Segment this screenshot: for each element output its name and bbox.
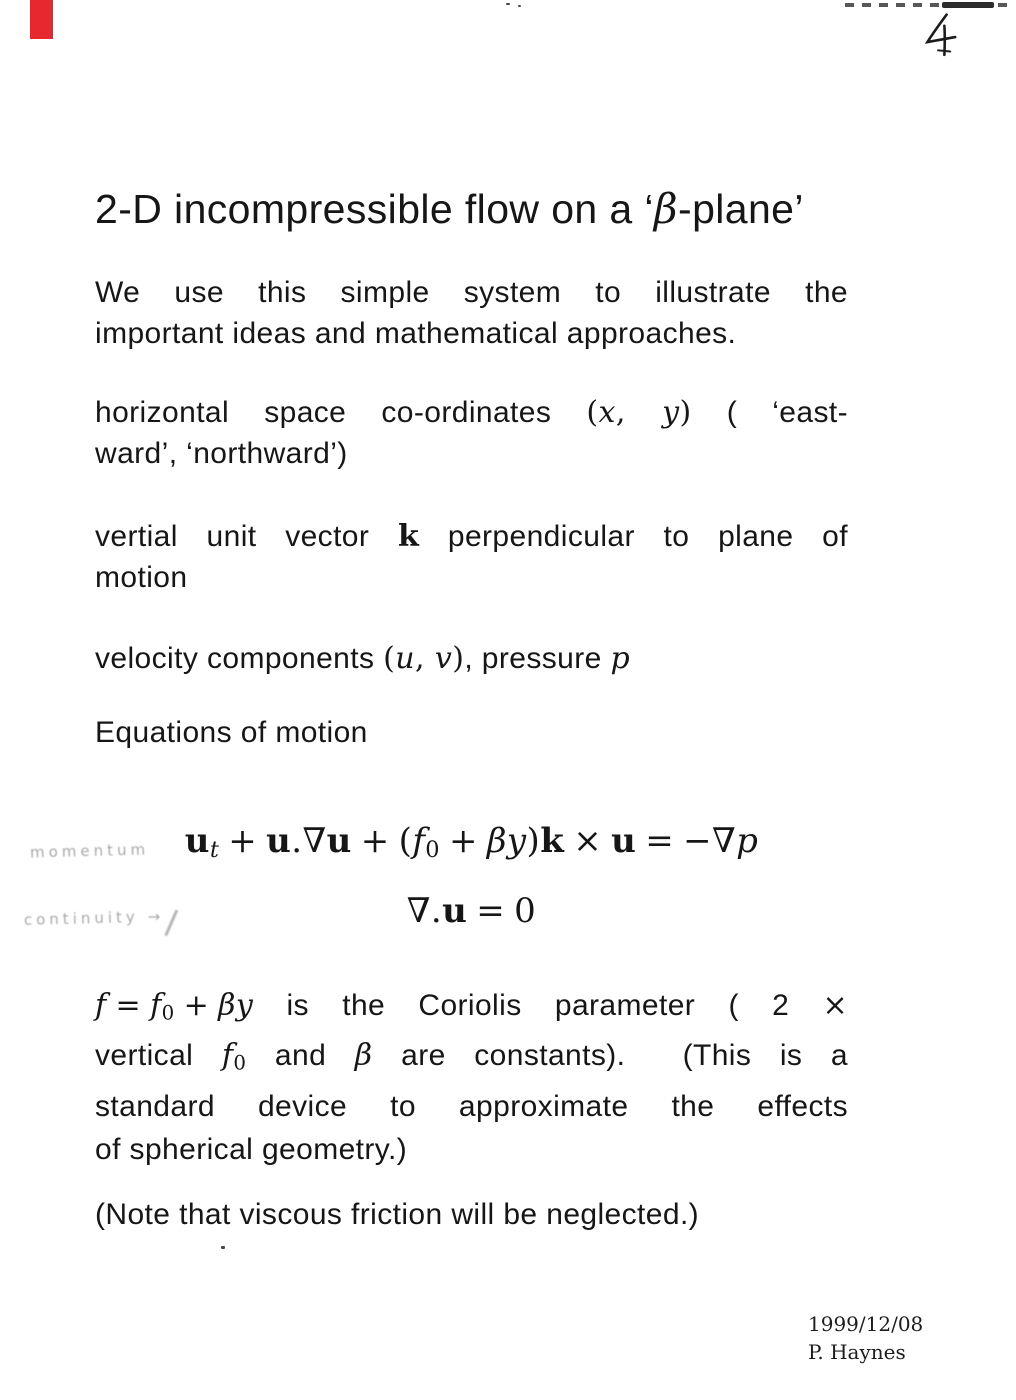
scan-speck [506,3,510,5]
top-edge-scuff-dark-segment [942,2,994,8]
scan-speck [221,1246,225,1249]
pencil-slash-mark: / [164,902,180,942]
paragraph-note: (Note that viscous friction will be neglected.) [95,1198,700,1231]
paragraph-unit-vector: vertial unit vector k perpendicular to plane of motion [95,519,848,594]
paragraph-velocity: velocity components (u, v), pressure p [95,641,631,676]
footer-credit [808,1310,923,1366]
handwritten-page-number [920,11,963,60]
title: 2-D incompressible flow on a ‘β-plane’ [95,185,804,233]
pencil-annotation-continuity-label: continuity → [23,907,165,930]
pencil-annotation-momentum: momentum [29,840,150,862]
paragraph-intro: We use this simple system to illustrate the important ideas and mathematical approaches. [95,276,848,350]
footer-date: 1999/12/08 [808,1312,924,1336]
red-scan-mark [30,0,53,39]
scan-speck [518,5,521,7]
equation-momentum: ut + u.∇u + (f0 + βy)k × u = −∇p [184,821,759,863]
footer-author: P. Haynes [808,1340,906,1364]
paragraph-coordinates: horizontal space co-ordinates (x, y) ( ‘east- ward’, ‘northward’) [95,395,848,470]
paragraph-equations-heading: Equations of motion [95,716,368,749]
equation-continuity: ∇.u = 0 [406,891,537,931]
paragraph-coriolis: f = f0 + βy is the Coriolis parameter ( 2 × vertical f0 and β are constants). (This is a standard device to approximate the effects of spherical geometry.) [95,988,848,1166]
